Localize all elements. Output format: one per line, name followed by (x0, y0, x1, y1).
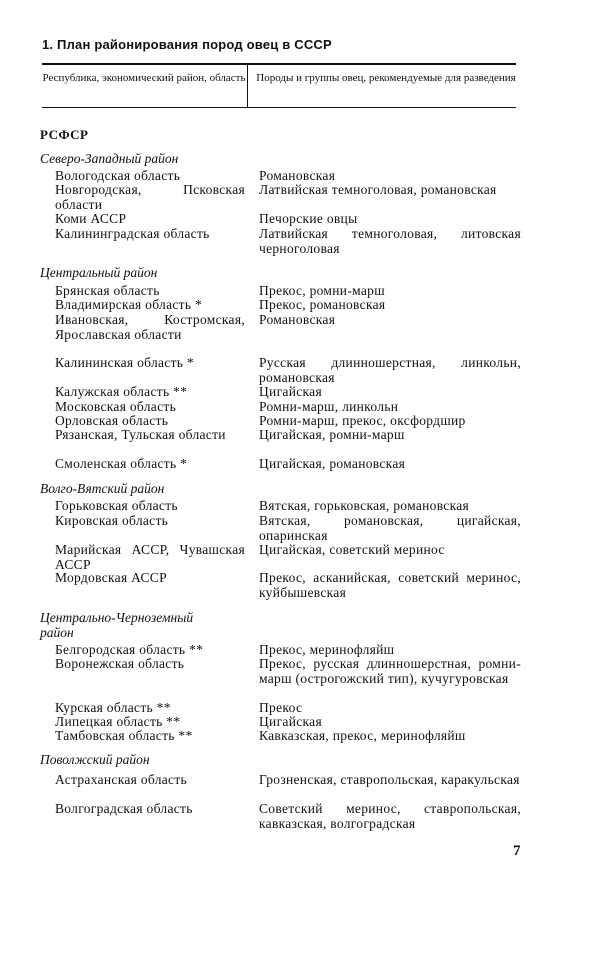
region-heading: Волго-Вятский район (40, 481, 165, 496)
header-top-rule (42, 63, 516, 65)
table-row-area: Орловская область (55, 413, 169, 428)
table-row-breeds: Прекос, русская длинношерстная, ромни-марш (острогожский тип), кучугуровская (259, 656, 521, 686)
table-row-area: Кировская область (55, 513, 169, 528)
table-row-area: Московская область (55, 399, 177, 414)
table-row-breeds: Прекос, асканийская, советский меринос, куйбышевская (259, 570, 521, 600)
table-row-area: Новгородская, Псковская области (55, 182, 245, 212)
table-row-breeds: Ромни-марш, прекос, оксфордшир (259, 413, 466, 428)
table-row-breeds: Прекос, романовская (259, 297, 386, 312)
region-heading: Центрально-Черноземный район (40, 610, 194, 640)
table-row-area: Рязанская, Тульская области (55, 427, 226, 442)
table-row-breeds: Советский меринос, ставропольская, кавказская, волгоградская (259, 801, 521, 831)
table-row-area: Калининградская область (55, 226, 210, 241)
table-row-area: Брянская область (55, 283, 160, 298)
table-row-area: Воронежская область (55, 656, 185, 671)
region-heading: Северо-Западный район (40, 151, 179, 166)
table-row-area: Волгоградская область (55, 801, 193, 816)
table-row-breeds: Цигайская, советский меринос (259, 542, 445, 557)
table-row-area: Коми АССР (55, 211, 127, 226)
header-bottom-rule (42, 107, 516, 108)
table-row-breeds: Латвийская темноголовая, литовская черноголовая (259, 226, 521, 256)
table-row-area: Ивановская, Костромская, Ярославская области (55, 312, 245, 342)
table-row-area: Смоленская область * (55, 456, 188, 471)
table-row-breeds: Цигайская, романовская (259, 456, 406, 471)
table-row-breeds: Русская длинношерстная, линкольн, романовская (259, 355, 521, 385)
table-row-area: Калужская область ** (55, 384, 188, 399)
table-row-breeds: Прекос (259, 700, 303, 715)
table-row-breeds: Цигайская, ромни-марш (259, 427, 405, 442)
table-row-breeds: Латвийская темноголовая, романовская (259, 182, 497, 197)
header-right-column: Породы и группы овец, рекомендуемые для разведения (256, 72, 516, 84)
table-row-breeds: Вятская, романовская, цигайская, опаринская (259, 513, 521, 543)
table-row-area: Курская область ** (55, 700, 171, 715)
table-row-area: Горьковская область (55, 498, 178, 513)
header-left-column: Республика, экономический район, область (42, 72, 246, 84)
table-row-area: Астраханская область (55, 772, 187, 787)
table-row-breeds: Романовская (259, 168, 336, 183)
table-row-breeds: Грозненская, ставропольская, каракульская (259, 772, 520, 787)
table-row-breeds: Цигайская (259, 384, 322, 399)
table-row-area: Мордовская АССР (55, 570, 167, 585)
table-row-breeds: Кавказская, прекос, меринофляйш (259, 728, 466, 743)
table-row-breeds: Цигайская (259, 714, 322, 729)
table-row-area: Владимирская область * (55, 297, 203, 312)
table-row-area: Калининская область * (55, 355, 194, 370)
table-row-area: Тамбовская область ** (55, 728, 193, 743)
region-heading: Центральный район (40, 265, 158, 280)
table-row-breeds: Прекос, ромни-марш (259, 283, 385, 298)
table-row-area: Липецкая область ** (55, 714, 181, 729)
table-row-breeds: Печорские овцы (259, 211, 358, 226)
table-row-breeds: Вятская, горьковская, романовская (259, 498, 470, 513)
region-heading: Поволжский район (40, 752, 150, 767)
table-row-area: Вологодская область (55, 168, 181, 183)
country-heading: РСФСР (40, 127, 89, 142)
page-number: 7 (513, 843, 521, 859)
header-column-divider (247, 65, 248, 107)
table-row-breeds: Романовская (259, 312, 336, 327)
table-row-area: Марийская АССР, Чувашская АССР (55, 542, 245, 572)
table-title: 1. План районирования пород овец в СССР (42, 37, 332, 52)
table-row-breeds: Прекос, меринофляйш (259, 642, 395, 657)
table-row-area: Белгородская область ** (55, 642, 204, 657)
table-row-breeds: Ромни-марш, линкольн (259, 399, 399, 414)
